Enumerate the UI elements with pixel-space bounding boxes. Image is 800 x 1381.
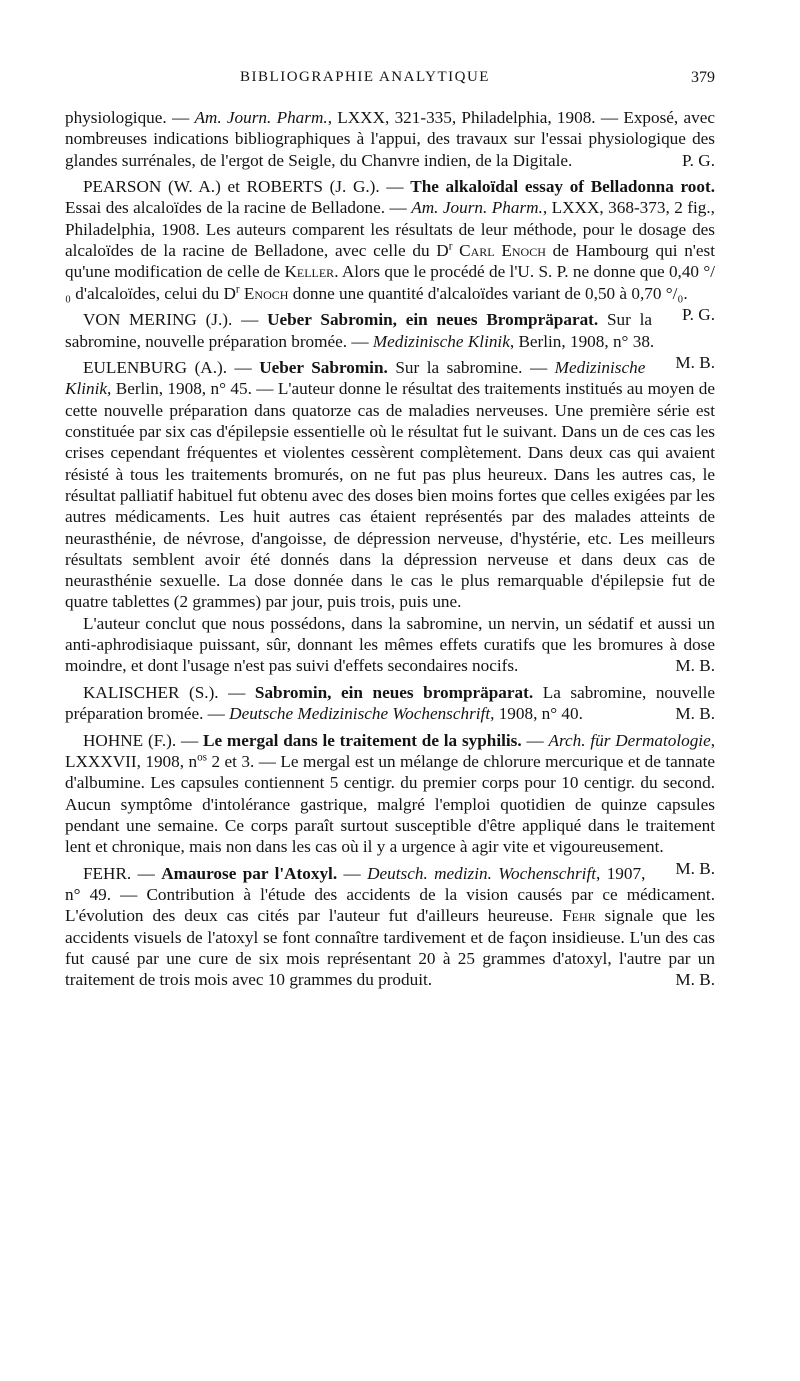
reviewer-signature: M. B. bbox=[675, 704, 715, 724]
entry-text: de Hambourg qui n'est qu'une modification de celle de bbox=[65, 241, 715, 282]
bibliography-entry bbox=[65, 682, 715, 725]
page-number: 379 bbox=[691, 69, 715, 86]
entry-author: VON MERING (J.). — bbox=[83, 310, 268, 330]
entry-text: signale que les accidents visuels de l'atoxyl se font connaître tardivement et de façon insidieuse. L'un des cas fut causé par une cure de six mois représentant 20 à 25 grammes d'atoxyl, l'autre par un traitement de trois mois avec 10 grammes du produit. bbox=[65, 906, 715, 990]
entry-text: . Alors que le procédé de l'U. S. P. ne donne que 0,40 °/₀ d'alcaloïdes, celui du D bbox=[65, 262, 715, 303]
entry-text: — bbox=[337, 863, 368, 883]
journal-name: Deutsch. medizin. Wochenschrift bbox=[367, 863, 597, 883]
entry-title: The alkaloïdal essay of Belladonna root. bbox=[410, 177, 715, 197]
running-title: BIBLIOGRAPHIE ANALYTIQUE bbox=[240, 69, 490, 85]
entry-text: Sur la sabromine. — bbox=[387, 358, 555, 378]
book-page bbox=[65, 0, 715, 1381]
reviewer-signature: M. B. bbox=[675, 656, 715, 676]
entry-text: , Berlin, 1908, n° 45. — L'auteur donne le résultat des traitements institués au moyen de cette nouvelle préparation dans quatorze cas de maladies nerveuses. Une première série est constituée par six cas d'épilepsie essentielle où le résultat fut le suivant. Dans un de ces cas les crises cependant fréquentes et violentes cessèrent complètement. Dans deux cas qui avaient résisté à tous les traitements bromurés, on ne fut pas plus heureux. Dans les autres cas, le résultat palliatif habituel fut obtenu avec des doses bien moins fortes que celles exigées par les autres médicaments. Les huit autres cas étaient représentés par des malades atteints de neurasthénie, de névrose, d'angoisse, de dépression nerveuse, d'hystérie, etc. Les meilleurs résultats semblent avoir été donnés dans la dépression nerveuse et dans deux cas de neurasthénie sexuelle. La dose donnée dans le cas le plus remarquable d'épilepsie fut de quatre tablettes (2 grammes) par jour, puis trois, puis une. bbox=[65, 379, 715, 612]
entry-text: , LXXX, 321-335, Philadelphia, 1908. — Exposé, avec nombreuses indications bibliographiques à l'appui, des travaux sur l'essai physiologique des glandes surrénales, de l'ergot de Seigle, du Chanvre indien, de la Digitale. bbox=[65, 108, 715, 170]
entry-author: KALISCHER (S.). — bbox=[83, 682, 255, 702]
superscript: os bbox=[197, 751, 208, 764]
entry-title: Ueber Sabromin, ein neues Brompräparat. bbox=[267, 310, 599, 330]
superscript: r bbox=[448, 240, 453, 253]
journal-name: Am. Journ. Pharm. bbox=[194, 108, 328, 127]
entry-text: donne une quantité d'alcaloïdes variant de 0,50 à 0,70 °/₀. bbox=[288, 283, 688, 303]
person-name: Keller bbox=[284, 262, 335, 282]
entry-author: EULENBURG (A.). — bbox=[83, 358, 260, 378]
reviewer-signature: M. B. bbox=[675, 352, 715, 372]
reviewer-signature: M. B. bbox=[675, 970, 715, 990]
entry-text: , Berlin, 1908, n° 38. bbox=[509, 331, 655, 351]
entry-author: FEHR. — bbox=[83, 863, 162, 883]
entry-title: Le mergal dans le traitement de la syphilis. bbox=[203, 730, 522, 750]
entry-author: HOHNE (F.). — bbox=[83, 730, 203, 750]
person-name: Carl Enoch bbox=[452, 241, 546, 261]
journal-name: Arch. für Dermatologie bbox=[548, 730, 711, 750]
entry-text: — bbox=[521, 730, 549, 750]
journal-name: Deutsche Medizinische Wochenschrift bbox=[229, 704, 491, 724]
journal-name: Medizinische Klinik bbox=[372, 331, 510, 351]
bibliography-entry bbox=[65, 107, 715, 171]
entry-text: 2 et 3. — Le mergal est un mélange de chlorure mercurique et de tannate d'albumine. Les capsules contiennent 5 centigr. du premier corps pour 10 centigr. du second. Aucun symptôme d'intolérance gastrique, malgré l'emploi quotidien de quinze capsules pendant une semaine. Ce corps paraît surtout susceptible d'être appliqué dans le traitement lent et chronique, mais non dans les cas où il y a urgence à agir vite et vigoureusement. bbox=[65, 752, 715, 857]
page-header bbox=[65, 69, 715, 91]
bibliography-entry bbox=[65, 357, 715, 613]
bibliography-entry bbox=[65, 863, 715, 991]
entry-text: , LXXX, 368-373, 2 fig., Philadelphia, 1908. Les auteurs comparent les résultats de leur méthode, pour le dosage des alcaloïdes de la racine de Belladone, avec celle du D bbox=[65, 198, 715, 261]
journal-name: Am. Journ. Pharm. bbox=[411, 198, 543, 218]
entry-text: La sabromine, nouvelle préparation bromée. — bbox=[65, 682, 716, 724]
entry-title: Sabromin, ein neues brompräparat. bbox=[254, 682, 534, 702]
journal-name: Medizinische Klinik bbox=[65, 358, 646, 399]
entry-text: Essai des alcaloïdes de la racine de Belladone. — bbox=[65, 198, 412, 218]
body-text bbox=[65, 107, 715, 996]
reviewer-signature: M. B. bbox=[675, 858, 715, 878]
entry-text: , 1908, n° 40. bbox=[490, 704, 583, 724]
reviewer-signature: P. G. bbox=[682, 304, 715, 324]
entry-text: , LXXXVII, 1908, n bbox=[65, 730, 715, 772]
entry-author: PEARSON (W. A.) et ROBERTS (J. G.). — bbox=[83, 177, 411, 197]
superscript: r bbox=[235, 282, 240, 295]
entry-title: Amaurose par l'Atoxyl. bbox=[161, 863, 338, 883]
entry-title: Ueber Sabromin. bbox=[259, 358, 388, 378]
entry-text: physiologique. — bbox=[65, 108, 195, 127]
bibliography-paragraph bbox=[65, 613, 715, 677]
reviewer-signature: P. G. bbox=[682, 150, 715, 170]
entry-text: L'auteur conclut que nous possédons, dans la sabromine, un nervin, un sédatif et aussi un anti-aphrodisiaque puissant, sûr, donnant les mêmes effets curatifs que les bromures à dose moindre, et dont l'usage n'est pas suivi d'effets secondaires nocifs. bbox=[65, 613, 715, 676]
person-name: Fehr bbox=[562, 906, 596, 926]
person-name: Enoch bbox=[239, 283, 289, 303]
entry-text: , 1907, n° 49. — Contribution à l'étude des accidents de la vision causés par ce médicament. L'évolution des deux cas cités par l'auteur fut d'ailleurs heureuse. bbox=[65, 863, 715, 926]
entry-text: Sur la sabromine, nouvelle préparation bromée. — bbox=[65, 310, 653, 351]
